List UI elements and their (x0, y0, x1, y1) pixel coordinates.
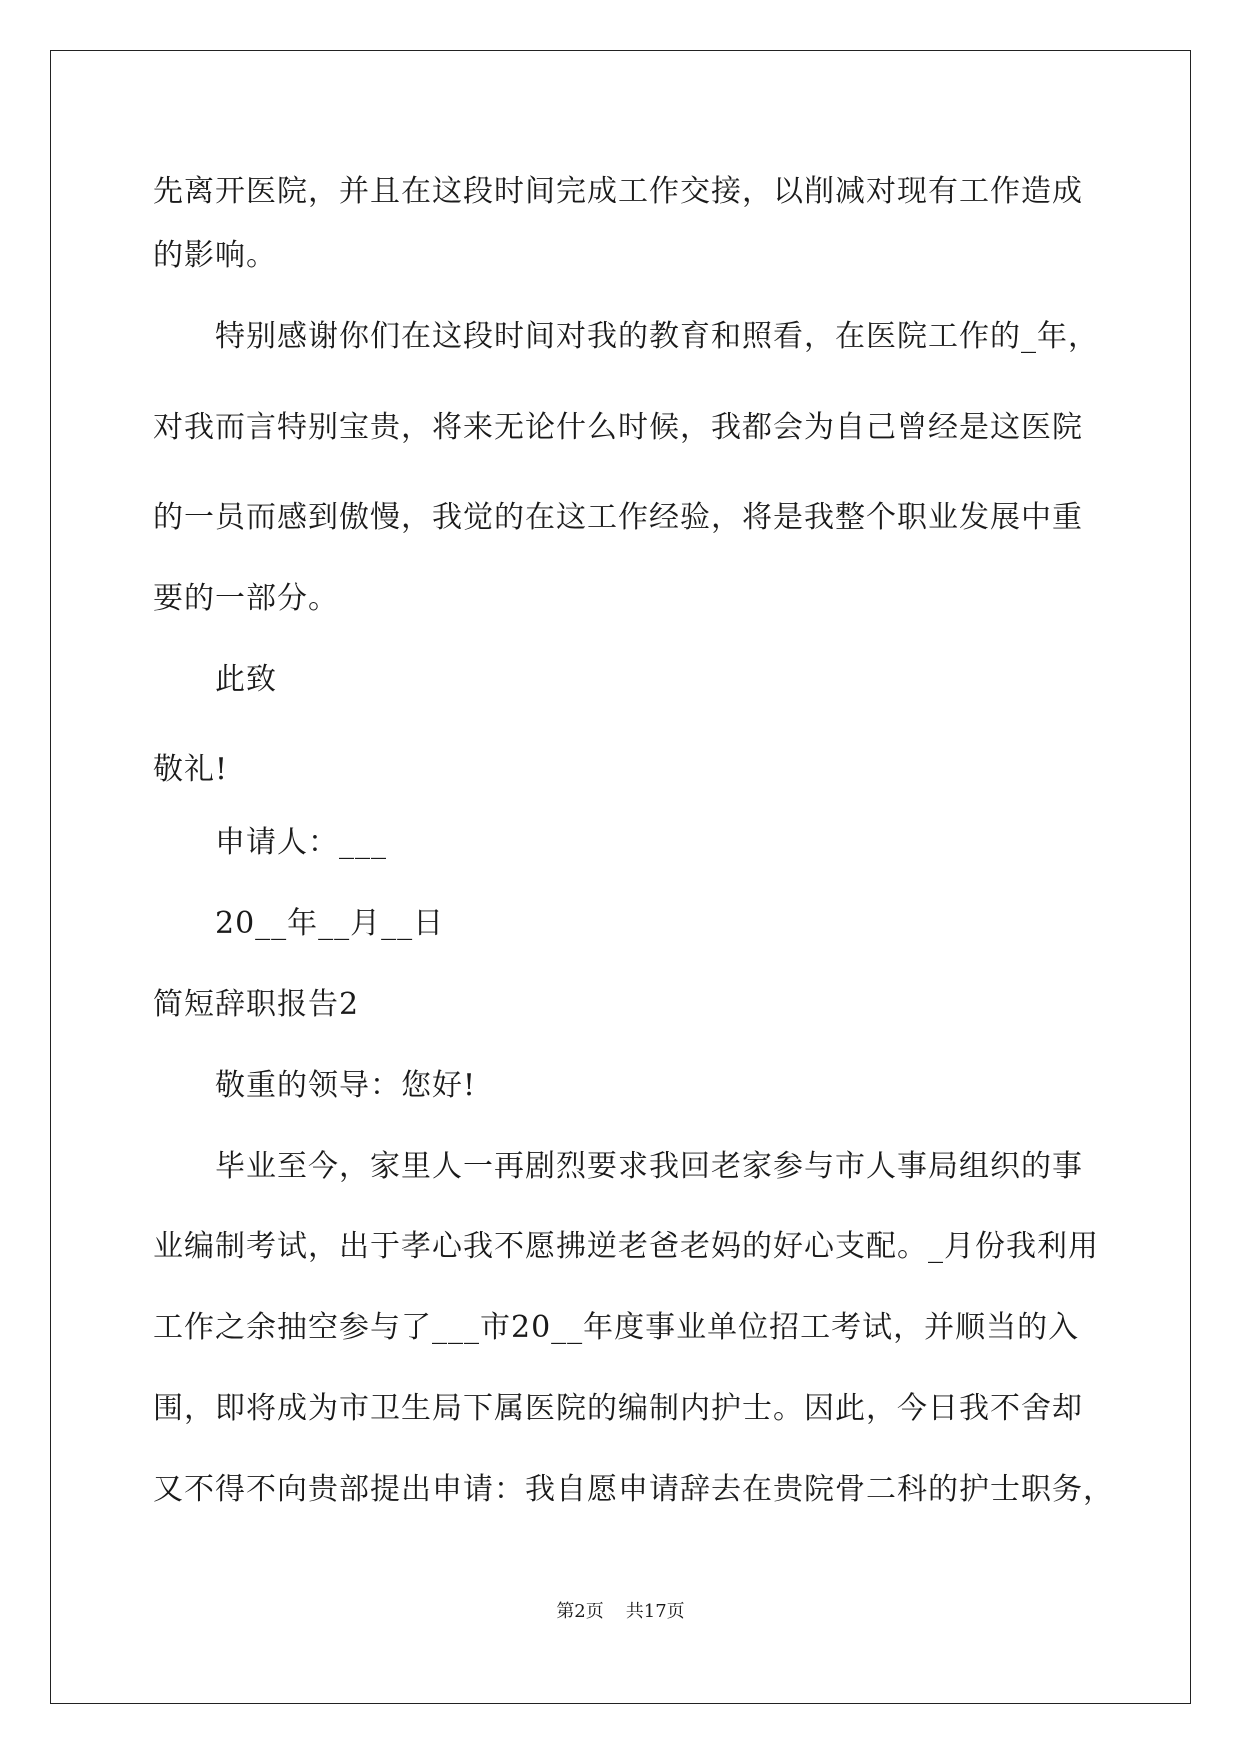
section-heading: 简短辞职报告2 (153, 987, 360, 1022)
body-text-line: 又不得不向贵部提出申请：我自愿申请辞去在贵院骨二科的护士职务， (153, 1472, 1114, 1507)
body-text-line: 要的一部分。 (153, 581, 339, 616)
page-total: 共17页 (625, 1601, 685, 1622)
body-text-line: 毕业至今，家里人一再剧烈要求我回老家参与市人事局组织的事 (215, 1149, 1083, 1184)
page-footer (0, 1600, 1241, 1624)
body-text-line: 业编制考试，出于孝心我不愿拂逆老爸老妈的好心支配。_月份我利用 (153, 1229, 1099, 1264)
body-text-line: 工作之余抽空参与了___市20__年度事业单位招工考试，并顺当的入 (153, 1310, 1080, 1345)
body-text-line: 围，即将成为市卫生局下属医院的编制内护士。因此，今日我不舍却 (153, 1391, 1083, 1426)
applicant-line: 申请人：___ (215, 825, 387, 860)
page-number: 第2页 (556, 1601, 604, 1622)
closing-salutation: 此致 (215, 662, 277, 697)
body-text-line: 的影响。 (153, 238, 277, 273)
body-text-line: 对我而言特别宝贵，将来无论什么时候，我都会为自己曾经是这医院 (153, 410, 1083, 445)
greeting-line: 敬重的领导：您好! (215, 1068, 477, 1103)
body-text-line: 的一员而感到傲慢，我觉的在这工作经验，将是我整个职业发展中重 (153, 500, 1083, 535)
page-border (50, 50, 1191, 1704)
body-text-line: 先离开医院，并且在这段时间完成工作交接，以削减对现有工作造成 (153, 174, 1083, 209)
body-text-line: 特别感谢你们在这段时间对我的教育和照看，在医院工作的_年， (215, 319, 1099, 354)
date-line: 20__年__月__日 (215, 906, 445, 941)
closing-regards: 敬礼! (153, 752, 229, 787)
